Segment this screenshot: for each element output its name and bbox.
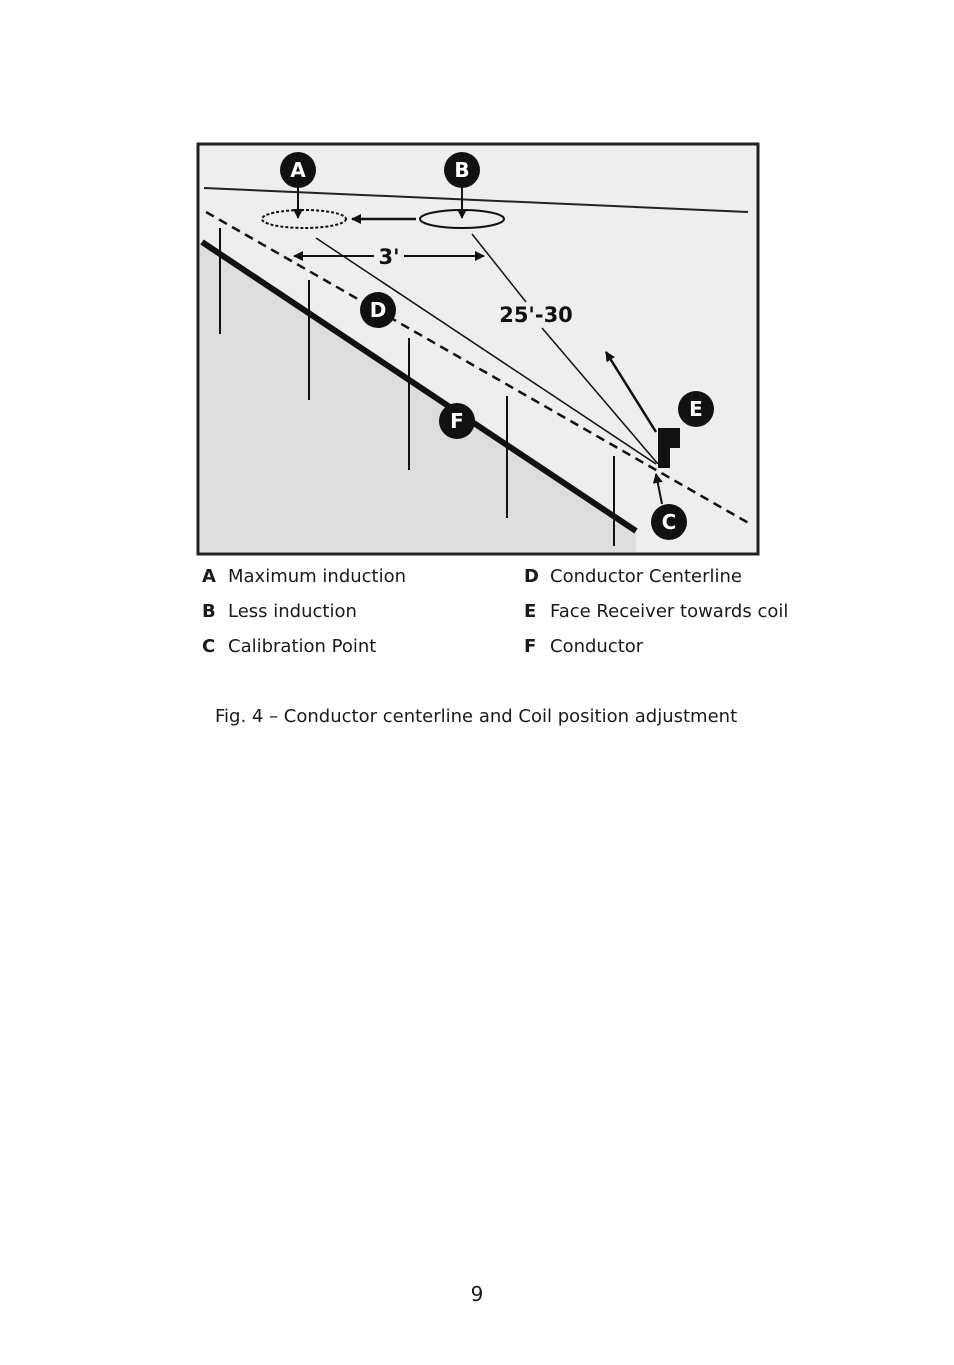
legend-item-f: [524, 634, 643, 660]
legend-key: B: [202, 601, 216, 622]
legend-item-c: [202, 634, 376, 660]
legend-item-b: [202, 599, 357, 625]
legend-item-a: [202, 564, 406, 590]
legend-item-e: [524, 599, 788, 625]
marker-c-label: C: [661, 510, 677, 534]
legend-label: Face Receiver towards coil: [550, 601, 789, 622]
figure-legend: [202, 564, 802, 674]
legend-key: C: [202, 636, 216, 657]
distance-label: 25'-30: [499, 303, 573, 327]
figure-caption: Fig. 4 – Conductor centerline and Coil position adjustment: [215, 706, 738, 727]
legend-label: Maximum induction: [228, 566, 407, 587]
legend-label: Conductor Centerline: [550, 566, 742, 587]
legend-item-d: [524, 564, 742, 590]
receiver: [658, 428, 670, 468]
marker-f-label: F: [450, 409, 464, 433]
figure-diagram: [196, 142, 760, 556]
legend-key: E: [524, 601, 537, 622]
conductor-centerline-figure: [196, 142, 760, 556]
legend-key: A: [202, 566, 216, 587]
legend-key: D: [524, 566, 539, 587]
page-number: 9: [470, 1282, 484, 1306]
marker-e-label: E: [689, 397, 703, 421]
legend-label: Conductor: [550, 636, 644, 657]
spacing-dimension-label: 3': [378, 245, 400, 269]
receiver-handle: [670, 428, 680, 448]
marker-a-label: A: [290, 158, 306, 182]
legend-label: Calibration Point: [228, 636, 377, 657]
legend-key: F: [524, 636, 537, 657]
marker-b-label: B: [454, 158, 470, 182]
legend-label: Less induction: [228, 601, 357, 622]
marker-d-label: D: [369, 298, 387, 322]
